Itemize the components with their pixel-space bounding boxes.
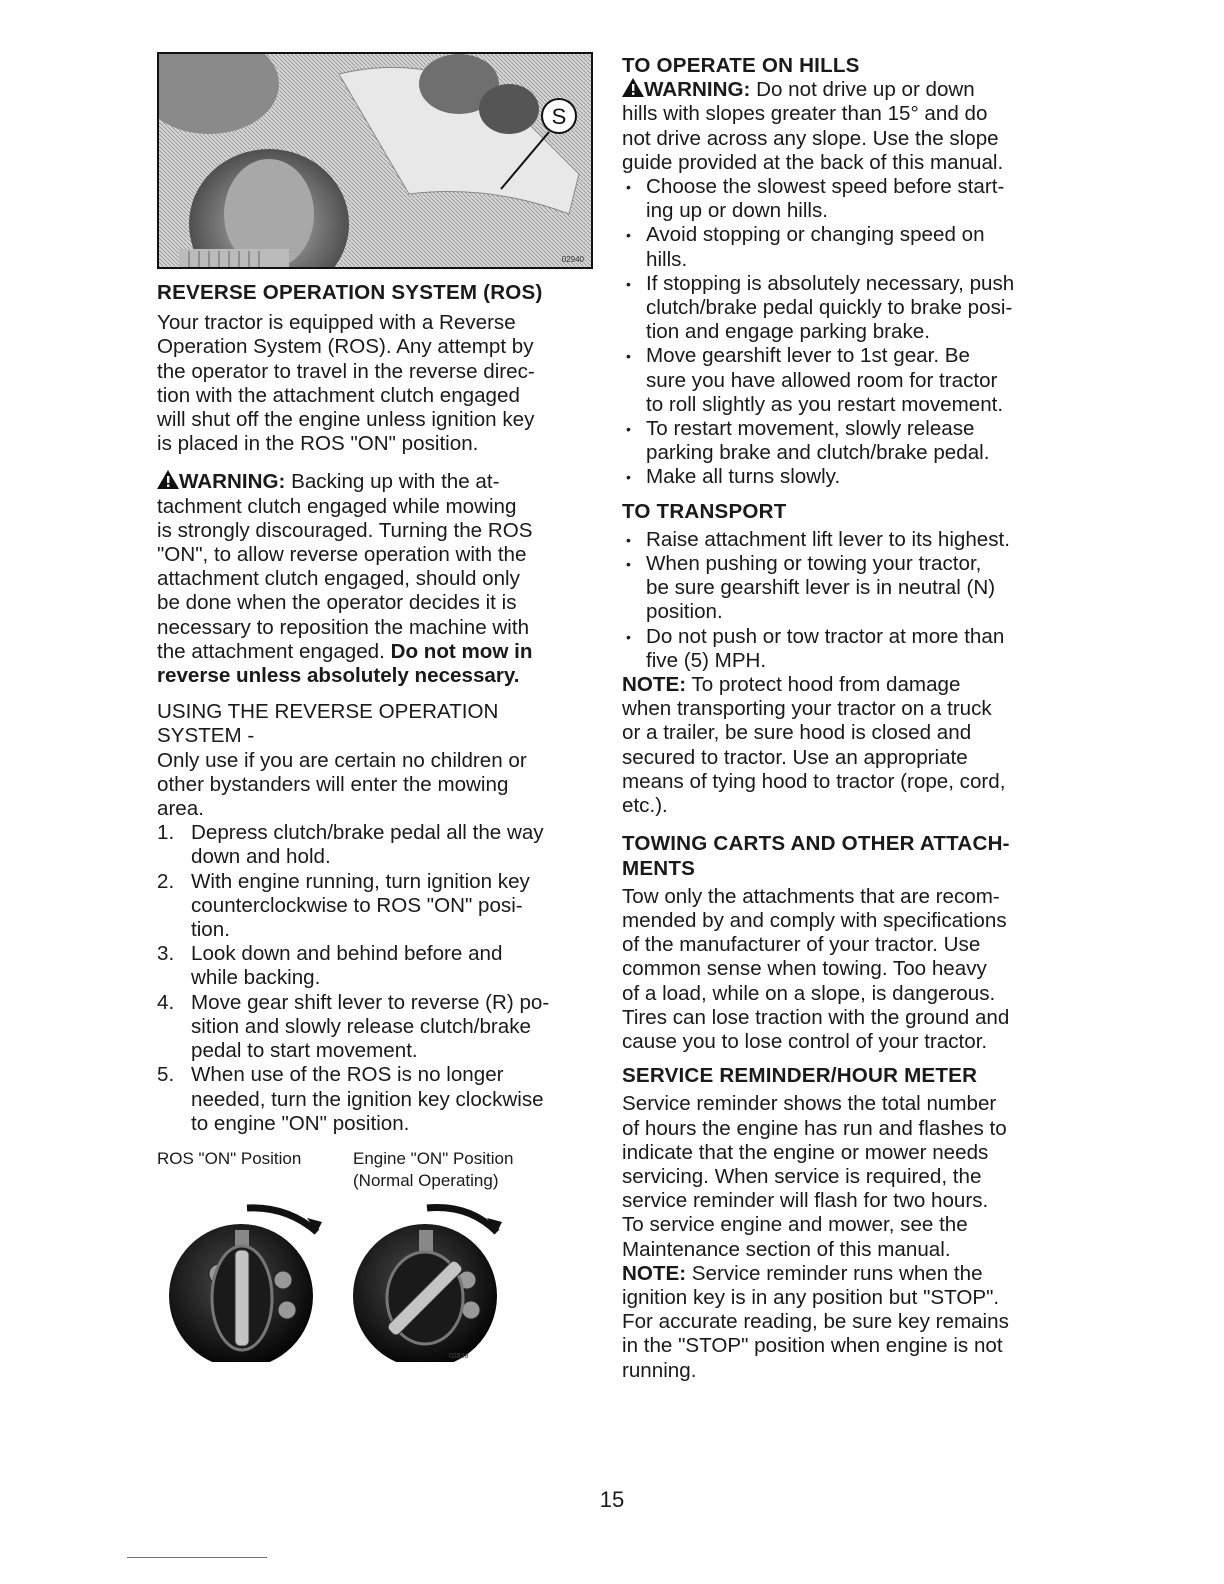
- text-line: Service reminder shows the total number: [622, 1092, 997, 1116]
- ros-warning: [157, 470, 595, 688]
- using-ros-paragraph: [157, 749, 595, 822]
- text-line: common sense when towing. Too heavy: [622, 957, 987, 981]
- list-item: 4. Move gear shift lever to reverse (R) po- sition and slowly release clutch/brake pedal to start movement.: [157, 990, 550, 1063]
- left-column: [157, 281, 595, 1136]
- list-item: • Do not push or tow tractor at more than five (5) MPH.: [622, 625, 1068, 673]
- text-line: is strongly discouraged. Turning the ROS: [157, 518, 533, 542]
- text-line: of the manufacturer of your tractor. Use: [622, 933, 981, 957]
- text-line: or a trailer, be sure hood is closed and: [622, 721, 972, 745]
- ros-paragraph: [157, 311, 595, 456]
- list-item: • When pushing or towing your tractor, be sure gearshift lever is in neutral (N) position.: [622, 552, 1068, 625]
- text-line: To protect hood from damage: [686, 673, 961, 697]
- text-line: To service engine and mower, see the: [622, 1213, 968, 1237]
- hills-warning: [622, 78, 1068, 175]
- text-line: service reminder will flash for two hours.: [622, 1189, 989, 1213]
- text-line: For accurate reading, be sure key remains: [622, 1310, 1009, 1334]
- text-line: SYSTEM -: [157, 724, 255, 748]
- text-line: guide provided at the back of this manual.: [622, 150, 1004, 174]
- transport-note: [622, 673, 1068, 818]
- list-item: • If stopping is absolutely necessary, push clutch/brake pedal quickly to brake posi- tion and engage parking brake.: [622, 272, 1068, 345]
- text-line: cause you to lose control of your tractor.: [622, 1029, 988, 1053]
- list-item: 2. With engine running, turn ignition key counterclockwise to ROS "ON" posi- tion.: [157, 869, 530, 942]
- text-line: Operation System (ROS). Any attempt by: [157, 335, 534, 359]
- figure-code: 02940: [561, 255, 584, 264]
- text-line: TOWING CARTS AND OTHER ATTACH-: [622, 832, 1010, 856]
- switch-figure-code: 02828: [449, 1353, 469, 1360]
- page-number: 15: [599, 1487, 625, 1512]
- warning-label: WARNING:: [179, 470, 286, 494]
- text-line: hills with slopes greater than 15° and do: [622, 102, 988, 126]
- list-item: 3. Look down and behind before and while backing.: [157, 942, 503, 990]
- list-item: • Make all turns slowly.: [622, 465, 1068, 489]
- list-item: • Avoid stopping or changing speed on hills.: [622, 223, 1068, 271]
- text-line: be done when the operator decides it is: [157, 591, 517, 615]
- text-line: secured to tractor. Use an appropriate: [622, 745, 968, 769]
- warning-triangle-icon: [622, 78, 644, 97]
- text-line: mended by and comply with specifications: [622, 908, 1007, 932]
- transport-heading: TO TRANSPORT: [622, 499, 787, 523]
- list-item: • Raise attachment lift lever to its highest.: [622, 528, 1068, 552]
- warning-triangle-icon: [157, 470, 179, 489]
- text-line: in the "STOP" position when engine is not: [622, 1334, 1003, 1358]
- text-line: is placed in the ROS "ON" position.: [157, 432, 479, 456]
- text-line: tion with the attachment clutch engaged: [157, 383, 520, 407]
- service-note: [622, 1262, 1068, 1383]
- text-line: Tow only the attachments that are recom-: [622, 884, 1000, 908]
- service-heading: SERVICE REMINDER/HOUR METER: [622, 1064, 978, 1088]
- ros-heading: REVERSE OPERATION SYSTEM (ROS): [157, 281, 543, 304]
- text-line: Only use if you are certain no children or: [157, 748, 527, 772]
- right-column: [622, 54, 1068, 1383]
- caption-engine-on: Engine "ON" Position: [353, 1149, 514, 1168]
- text-line: means of tying hood to tractor (rope, cord,: [622, 769, 1006, 793]
- text-line: ignition key is in any position but "STOP".: [622, 1285, 1000, 1309]
- ignition-key-figure: [157, 1148, 597, 1360]
- list-item: 5. When use of the ROS is no longer needed, turn the ignition key clockwise to engine "ON" position.: [157, 1063, 544, 1135]
- service-paragraph: [622, 1092, 1068, 1261]
- text-line: necessary to reposition the machine with: [157, 615, 530, 639]
- bold-text: Do not mow in: [390, 639, 533, 663]
- text-line: etc.).: [622, 794, 668, 818]
- text-line: indicate that the engine or mower needs: [622, 1140, 989, 1164]
- text-line: servicing. When service is required, the: [622, 1164, 982, 1188]
- text-line: attachment clutch engaged, should only: [157, 567, 520, 591]
- ros-steps-list: [157, 821, 595, 1136]
- towing-paragraph: [622, 885, 1068, 1054]
- text-line: not drive across any slope. Use the slope: [622, 126, 999, 150]
- ignition-switches-illustration: [157, 1192, 597, 1362]
- list-item: • Choose the slowest speed before start- ing up or down hills.: [622, 175, 1068, 223]
- text-line: Service reminder runs when the: [686, 1261, 983, 1285]
- text-line: the operator to travel in the reverse direc-: [157, 359, 535, 383]
- text-line: Maintenance section of this manual.: [622, 1237, 951, 1261]
- list-item: • To restart movement, slowly release parking brake and clutch/brake pedal.: [622, 417, 1068, 465]
- text-line: when transporting your tractor on a truck: [622, 697, 992, 721]
- note-label: NOTE:: [622, 1261, 687, 1285]
- text-line: will shut off the engine unless ignition key: [157, 408, 535, 432]
- text-line: MENTS: [622, 856, 696, 880]
- text-line: other bystanders will enter the mowing: [157, 772, 509, 796]
- list-item: • Move gearshift lever to 1st gear. Be sure you have allowed room for tractor to roll slightly as you restart movement.: [622, 344, 1068, 417]
- ignition-switch-ros-on: [169, 1208, 322, 1362]
- caption-normal-operating: (Normal Operating): [353, 1171, 499, 1190]
- text-line: area.: [157, 797, 204, 821]
- list-item: 1. Depress clutch/brake pedal all the way down and hold.: [157, 821, 544, 869]
- towing-heading: [622, 832, 1068, 880]
- caption-ros-on: ROS "ON" Position: [157, 1149, 302, 1168]
- text-line: Your tractor is equipped with a Reverse: [157, 311, 516, 335]
- text-line: Backing up with the at-: [285, 470, 500, 494]
- text-line: "ON", to allow reverse operation with the: [157, 543, 527, 567]
- text-line: of hours the engine has run and flashes to: [622, 1116, 1007, 1140]
- hills-heading: TO OPERATE ON HILLS: [622, 54, 860, 77]
- footer-rule: [127, 1557, 267, 1558]
- text-line: tachment clutch engaged while mowing: [157, 494, 517, 518]
- text-line: running.: [622, 1358, 697, 1382]
- text-line: the attachment engaged.: [157, 639, 391, 663]
- warning-label: WARNING:: [644, 78, 751, 102]
- text-line: of a load, while on a slope, is dangerous.: [622, 981, 996, 1005]
- ignition-switch-engine-on: [353, 1208, 502, 1363]
- figure-tractor-detail: [157, 52, 593, 269]
- text-line: USING THE REVERSE OPERATION: [157, 700, 499, 724]
- note-label: NOTE:: [622, 673, 687, 697]
- text-line: Do not drive up or down: [750, 78, 975, 102]
- transport-bullets: [622, 528, 1068, 673]
- text-line: Tires can lose traction with the ground and: [622, 1005, 1010, 1029]
- callout-label: S: [551, 104, 567, 129]
- hills-bullets: [622, 175, 1068, 490]
- tractor-illustration: [159, 54, 591, 267]
- using-ros-heading: [157, 700, 595, 748]
- bold-text: reverse unless absolutely necessary.: [157, 664, 520, 688]
